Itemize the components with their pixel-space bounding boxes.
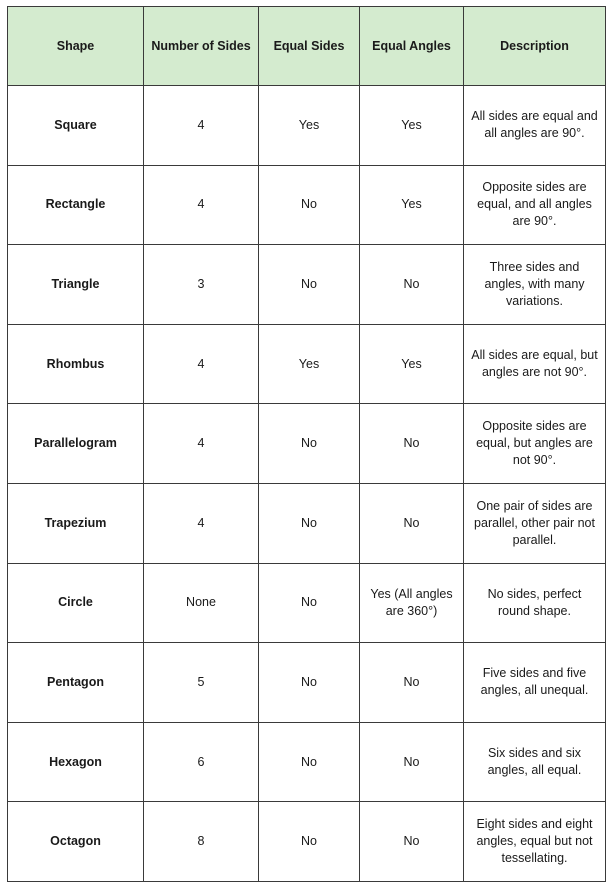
cell-sides: 4 <box>144 483 259 563</box>
cell-equal-sides: Yes <box>259 324 360 404</box>
cell-sides: 4 <box>144 86 259 166</box>
cell-shape: Parallelogram <box>8 404 144 484</box>
cell-description: One pair of sides are parallel, other pair not parallel. <box>464 483 606 563</box>
cell-sides: 5 <box>144 643 259 723</box>
table-row <box>8 165 606 245</box>
cell-shape: Hexagon <box>8 722 144 802</box>
cell-description: Eight sides and eight angles, equal but not tessellating. <box>464 802 606 882</box>
cell-description: No sides, perfect round shape. <box>464 563 606 643</box>
table-row <box>8 722 606 802</box>
table-row <box>8 802 606 882</box>
cell-equal-angles: Yes <box>360 324 464 404</box>
cell-description: Five sides and five angles, all unequal. <box>464 643 606 723</box>
cell-shape: Rhombus <box>8 324 144 404</box>
header-shape: Shape <box>8 7 144 86</box>
cell-equal-sides: No <box>259 404 360 484</box>
cell-equal-angles: Yes (All angles are 360°) <box>360 563 464 643</box>
cell-shape: Pentagon <box>8 643 144 723</box>
cell-description: Six sides and six angles, all equal. <box>464 722 606 802</box>
table-row <box>8 86 606 166</box>
cell-equal-angles: Yes <box>360 86 464 166</box>
cell-description: Opposite sides are equal, but angles are not 90°. <box>464 404 606 484</box>
cell-shape: Circle <box>8 563 144 643</box>
shapes-table-container <box>7 6 605 882</box>
cell-description: All sides are equal and all angles are 90°. <box>464 86 606 166</box>
header-number-of-sides: Number of Sides <box>144 7 259 86</box>
cell-shape: Octagon <box>8 802 144 882</box>
cell-equal-angles: No <box>360 483 464 563</box>
cell-equal-sides: No <box>259 643 360 723</box>
cell-equal-angles: No <box>360 245 464 325</box>
cell-shape: Square <box>8 86 144 166</box>
cell-sides: None <box>144 563 259 643</box>
cell-shape: Triangle <box>8 245 144 325</box>
header-equal-angles: Equal Angles <box>360 7 464 86</box>
cell-equal-angles: Yes <box>360 165 464 245</box>
cell-equal-sides: No <box>259 245 360 325</box>
cell-sides: 8 <box>144 802 259 882</box>
cell-equal-sides: No <box>259 802 360 882</box>
cell-shape: Rectangle <box>8 165 144 245</box>
cell-sides: 4 <box>144 404 259 484</box>
table-row <box>8 404 606 484</box>
cell-equal-angles: No <box>360 722 464 802</box>
table-header <box>8 7 606 86</box>
cell-equal-sides: No <box>259 563 360 643</box>
cell-sides: 4 <box>144 165 259 245</box>
table-row <box>8 245 606 325</box>
cell-sides: 4 <box>144 324 259 404</box>
cell-equal-angles: No <box>360 404 464 484</box>
cell-equal-angles: No <box>360 802 464 882</box>
cell-equal-angles: No <box>360 643 464 723</box>
table-row <box>8 324 606 404</box>
cell-equal-sides: Yes <box>259 86 360 166</box>
cell-sides: 6 <box>144 722 259 802</box>
table-body <box>8 86 606 882</box>
table-row <box>8 563 606 643</box>
cell-equal-sides: No <box>259 483 360 563</box>
cell-shape: Trapezium <box>8 483 144 563</box>
header-description: Description <box>464 7 606 86</box>
shapes-table <box>7 6 606 882</box>
cell-equal-sides: No <box>259 165 360 245</box>
cell-description: Opposite sides are equal, and all angles are 90°. <box>464 165 606 245</box>
table-row <box>8 483 606 563</box>
cell-description: Three sides and angles, with many variations. <box>464 245 606 325</box>
table-row <box>8 643 606 723</box>
cell-equal-sides: No <box>259 722 360 802</box>
cell-description: All sides are equal, but angles are not 90°. <box>464 324 606 404</box>
cell-sides: 3 <box>144 245 259 325</box>
header-equal-sides: Equal Sides <box>259 7 360 86</box>
header-row <box>8 7 606 86</box>
